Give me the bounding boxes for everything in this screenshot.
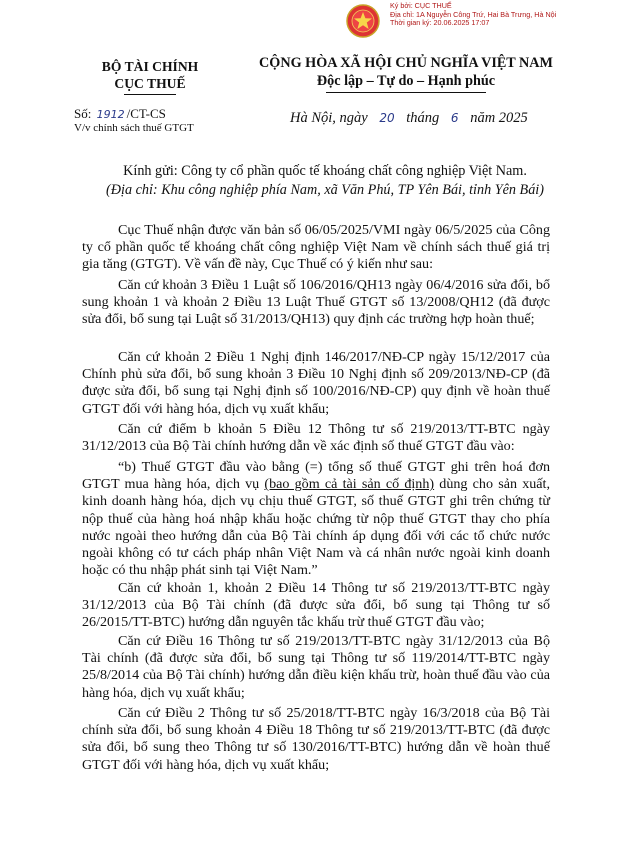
recipient-address: (Địa chỉ: Khu công nghiệp phía Nam, xã Văn Phú, TP Yên Bái, tỉnh Yên Bái) <box>106 182 544 198</box>
department-name: CỤC THUẾ <box>114 76 186 91</box>
national-header <box>250 54 562 93</box>
quote-part-1: “b) Thuế GTGT đầu vào bằng (=) tổng số thuế GTGT ghi trên hoá đơn GTGT mua hàng hóa, dịch vụ <box>82 459 550 493</box>
date-prefix: Hà Nội, ngày <box>290 110 368 126</box>
paragraph-law-basis: Căn cứ khoản 3 Điều 1 Luật số 106/2016/QH13 ngày 06/4/2016 sửa đổi, bổ sung khoản 1 và khoản 2 Điều 13 Luật Thuế GTGT số 13/2008/QH12 (đã được sửa đổi, bổ sung tại Luật số 31/2013/QH13) quy định các trường hợp hoàn thuế; <box>82 277 550 328</box>
document-subject: V/v chính sách thuế GTGT <box>74 122 194 134</box>
paragraph-quote <box>82 459 550 579</box>
digital-signature <box>346 2 626 38</box>
recipient-block <box>90 162 560 200</box>
date-month: 6 <box>450 111 459 125</box>
paragraph-intro: Cục Thuế nhận được văn bản số 06/05/2025/VMI ngày 06/5/2025 của Công ty cổ phần quốc tế khoáng chất công nghiệp Việt Nam về chính sách thuế giá trị gia tăng (GTGT). Về vấn đề này, Cục Thuế có ý kiến như sau: <box>82 222 550 273</box>
quote-part-2: dùng cho sản xuất, kinh doanh hàng hóa, dịch vụ chịu thuế GTGT, số thuế GTGT ghi trên chứng từ nộp thuế của hàng hoá nhập khẩu hoặc chứng từ nộp thuế GTGT thay cho phía nước ngoài theo hướng dẫn của Bộ Tài chính áp dụng đối với các tổ chức nước ngoài không có tư cách pháp nhân Việt Nam và cá nhân nước ngoài kinh doanh hoặc có thu nhập phát sinh tại Việt Nam.” <box>82 476 550 579</box>
paragraph-refund: Căn cứ Điều 2 Thông tư số 25/2018/TT-BTC ngày 16/3/2018 của Bộ Tài chính sửa đổi, bổ sung khoản 4 Điều 18 Thông tư số 219/2013/TT-BTC (đã được sửa đổi, bổ sung theo Thông tư số 130/2016/TT-BTC) hướng dẫn về hoàn thuế GTGT đối với hàng hóa, dịch vụ xuất khẩu; <box>82 705 550 773</box>
signature-signer: Ký bởi: CỤC THUẾ <box>390 1 452 10</box>
paragraph-circular-basis: Căn cứ điểm b khoản 5 Điều 12 Thông tư số 219/2013/TT-BTC ngày 31/12/2013 của Bộ Tài chính hướng dẫn về xác định số thuế GTGT đầu vào: <box>82 421 550 455</box>
ministry-name: BỘ TÀI CHÍNH <box>101 59 199 74</box>
agency-underline <box>124 94 176 95</box>
date-day: 20 <box>379 111 395 125</box>
quote-underlined: (bao gồm cả tài sản cố định) <box>264 476 435 493</box>
number-label: Số: <box>74 106 92 121</box>
nation-name: CỘNG HÒA XÃ HỘI CHỦ NGHĨA VIỆT NAM <box>259 55 553 71</box>
issue-date <box>290 110 528 127</box>
date-month-label: tháng <box>406 110 440 126</box>
issuing-agency <box>84 58 216 95</box>
number-suffix: /CT-CS <box>126 106 166 121</box>
paragraph-conditions: Căn cứ Điều 16 Thông tư số 219/2013/TT-BTC ngày 31/12/2013 của Bộ Tài chính (đã được sửa đổi, bổ sung tại Thông tư số 119/2014/TT-BTC ngày 25/8/2014 của Bộ Tài chính) hướng dẫn điều kiện khấu trừ, hoàn thuế đầu vào của hàng hóa, dịch vụ xuất khẩu; <box>82 633 550 701</box>
paragraph-decree-basis: Căn cứ khoản 2 Điều 1 Nghị định 146/2017/NĐ-CP ngày 15/12/2017 của Chính phủ sửa đổi, bổ sung khoản 3 Điều 10 Nghị định số 209/2013/NĐ-CP (đã được sửa đổi, bổ sung tại Nghị định số 100/2016/NĐ-CP) quy định về hoàn thuế GTGT đối với hàng hóa, dịch vụ xuất khẩu; <box>82 349 550 417</box>
number-handwritten: 1912 <box>96 108 125 121</box>
paragraph-deduction: Căn cứ khoản 1, khoản 2 Điều 14 Thông tư số 219/2013/TT-BTC ngày 31/12/2013 của Bộ Tài chính (đã được sửa đổi, bổ sung tại Thông tư số 26/2015/TT-BTC) hướng dẫn nguyên tắc khấu trừ thuế GTGT đầu vào; <box>82 580 550 631</box>
recipient-greeting: Kính gửi: Công ty cổ phần quốc tế khoáng chất công nghiệp Việt Nam. <box>123 163 527 179</box>
signature-address: Địa chỉ: 1A Nguyễn Công Trứ, Hai Bà Trưng, Hà Nội <box>390 9 557 19</box>
signature-time: Thời gian ký: 20.06.2025 17:07 <box>390 18 490 28</box>
national-motto: Độc lập – Tự do – Hạnh phúc <box>316 73 496 89</box>
document-number <box>74 106 166 122</box>
motto-underline <box>326 92 486 93</box>
date-year: năm 2025 <box>470 110 528 126</box>
state-emblem-icon <box>346 4 380 38</box>
